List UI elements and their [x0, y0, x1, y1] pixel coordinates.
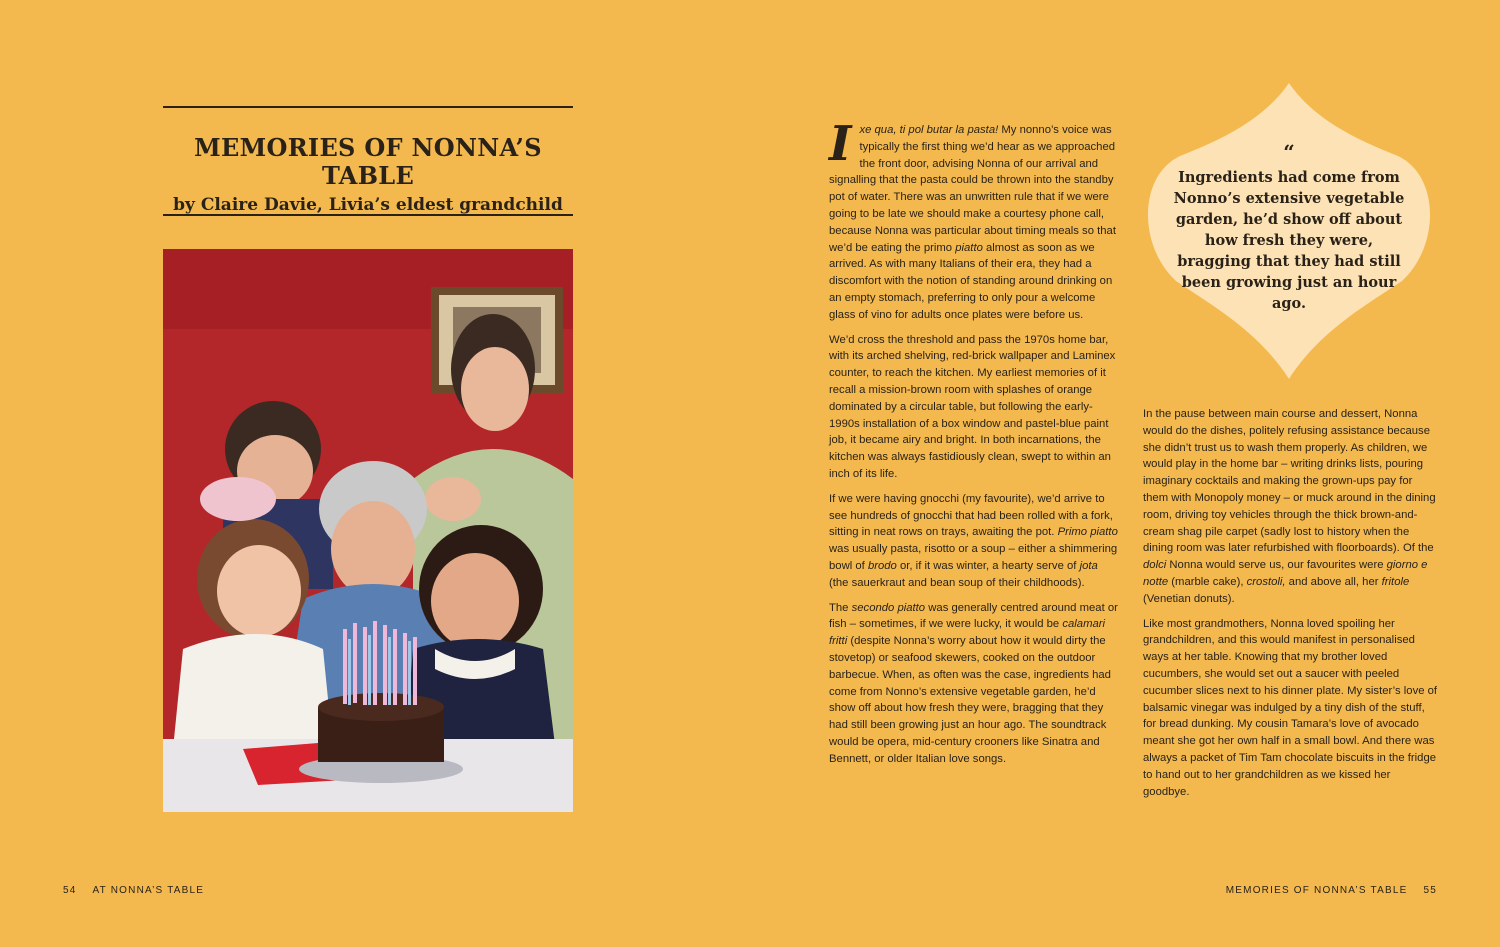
italic-text: secondo piatto: [851, 601, 926, 614]
body-text: (Venetian donuts).: [1143, 592, 1235, 605]
italic-text: xe qua, ti pol butar la pasta!: [859, 124, 999, 136]
body-text: was generally centred around meat or fish – sometimes, if we were lucky, it would be: [829, 601, 1118, 631]
text-column-2: [1143, 406, 1438, 808]
right-page: [750, 0, 1500, 947]
paragraph: Like most grandmothers, Nonna loved spoiling her grandchildren, and this would manifest in personalised ways at her table. Knowing that my brother loved cucumbers, she would set out a saucer with peeled cucumber slices next to his dinner plate. My sister’s love of balsamic vinegar was indulged by a tiny dish of the stuff, for bread dunking. My cousin Tamara’s love of avocado meant she got her own half in a small bowl. And there was always a packet of Tim Tam chocolate biscuits in the fridge to hand out to her grandchildren as we kissed her goodbye.: [1143, 617, 1438, 798]
pull-quote-content: [1168, 141, 1410, 314]
drop-cap: I: [829, 116, 852, 172]
paragraph: [829, 491, 1119, 592]
italic-text: fritole: [1381, 575, 1410, 588]
title-block: [163, 106, 573, 216]
folio-right: [1226, 885, 1437, 896]
family-birthday-photo: [163, 249, 573, 812]
body-text: or, if it was winter, a hearty serve of: [896, 559, 1080, 572]
text-column-1: [829, 116, 1119, 775]
body-text: If we were having gnocchi (my favourite), we’d arrive to see hundreds of gnocchi that had been rolled with a fork, sitting in neat rows on trays, awaiting the pot.: [829, 492, 1113, 539]
italic-text: crostoli,: [1246, 575, 1286, 588]
paragraph: [829, 600, 1119, 768]
body-text: (the sauerkraut and bean soup of their childhoods).: [829, 576, 1085, 589]
body-text: (marble cake),: [1168, 575, 1247, 588]
italic-text: Primo piatto: [1057, 526, 1118, 539]
italic-text: jota: [1079, 559, 1098, 572]
paragraph: [829, 116, 1119, 324]
body-text: (despite Nonna’s worry about how it would dirty the stovetop) or seafood skewers, cooked on the outdoor barbecue. When, as often was the case, ingredients had come from Nonno’s extensive vegetable garden, he’d show off about how fresh they were, bragging that they had still been growing just an hour ago. The soundtrack would be opera, mid-century crooners like Sinatra and Bennett, or older Italian love songs.: [829, 635, 1111, 765]
page-subtitle: by Claire Davie, Livia’s eldest grandchild: [173, 195, 563, 215]
pull-quote-text: Ingredients had come from Nonno’s extensive vegetable garden, he’d show off about how fresh they were, bragging that they had still been growing just an hour ago.: [1173, 169, 1405, 312]
page-title: MEMORIES OF NONNA’S TABLE: [194, 133, 542, 190]
body-text: Nonna would serve us, our favourites were: [1166, 559, 1387, 572]
body-text: In the pause between main course and dessert, Nonna would do the dishes, politely refusing assistance because she didn’t trust us to wash them properly. As children, we would play in the home bar – writing drinks lists, pouring imaginary cocktails and making the grown-ups pay for them with Monopoly money – or muck around in the dining room, driving toy vehicles through the thick brown-and-cream shag pile carpet (sadly lost to history when the dining room was later refurbished with floorboards). Of the: [1143, 408, 1436, 555]
paragraph: [1143, 406, 1438, 608]
photo-illustration: [163, 249, 573, 812]
italic-text: piatto: [955, 241, 983, 254]
italic-text: brodo: [867, 559, 897, 572]
italic-text: calamari fritti: [829, 618, 1106, 648]
body-text: almost as soon as we arrived. As with many Italians of their era, they had a discomfort with the notion of standing around drinking on an empty stomach, preferring to only pour a welcome glass of vino for adults once plates were before us.: [829, 241, 1113, 321]
body-text: The: [829, 601, 852, 614]
paragraph: We’d cross the threshold and pass the 1970s home bar, with its arched shelving, red-brick wallpaper and Laminex counter, to reach the kitchen. My earliest memories of it recall a mission-brown room with splashes of orange dominated by a circular table, but following the early-1990s installation of a box window and pastel-blue paint job, it became airy and bright. In both incarnations, the kitchen was always fastidiously clean, swept to within an inch of its life.: [829, 333, 1116, 480]
running-head: MEMORIES OF NONNA’S TABLE: [1225, 885, 1408, 896]
folio-left: [63, 885, 204, 896]
page-number: 55: [1423, 885, 1437, 896]
body-text: was usually pasta, risotto or a soup – either a shimmering bowl of: [829, 543, 1118, 572]
page-number: 54: [63, 885, 77, 896]
italic-text: dolci: [1143, 559, 1167, 572]
italic-text: giorno e notte: [1143, 559, 1428, 588]
body-text: My nonno’s voice was typically the first thing we’d hear as we approached the front door, advising Nonna of our arrival and signalling that the pasta could be thrown into the standby pot of water. There was an unwritten rule that if we were going to be late we should make a courtesy phone call, because Nonna was particular about timing meals so that we’d be eating the primo: [829, 124, 1116, 254]
pull-quote: [1140, 81, 1438, 381]
body-text: and above all, her: [1285, 575, 1382, 588]
quote-mark-icon: “: [1283, 140, 1295, 164]
running-head: AT NONNA’S TABLE: [92, 885, 205, 896]
